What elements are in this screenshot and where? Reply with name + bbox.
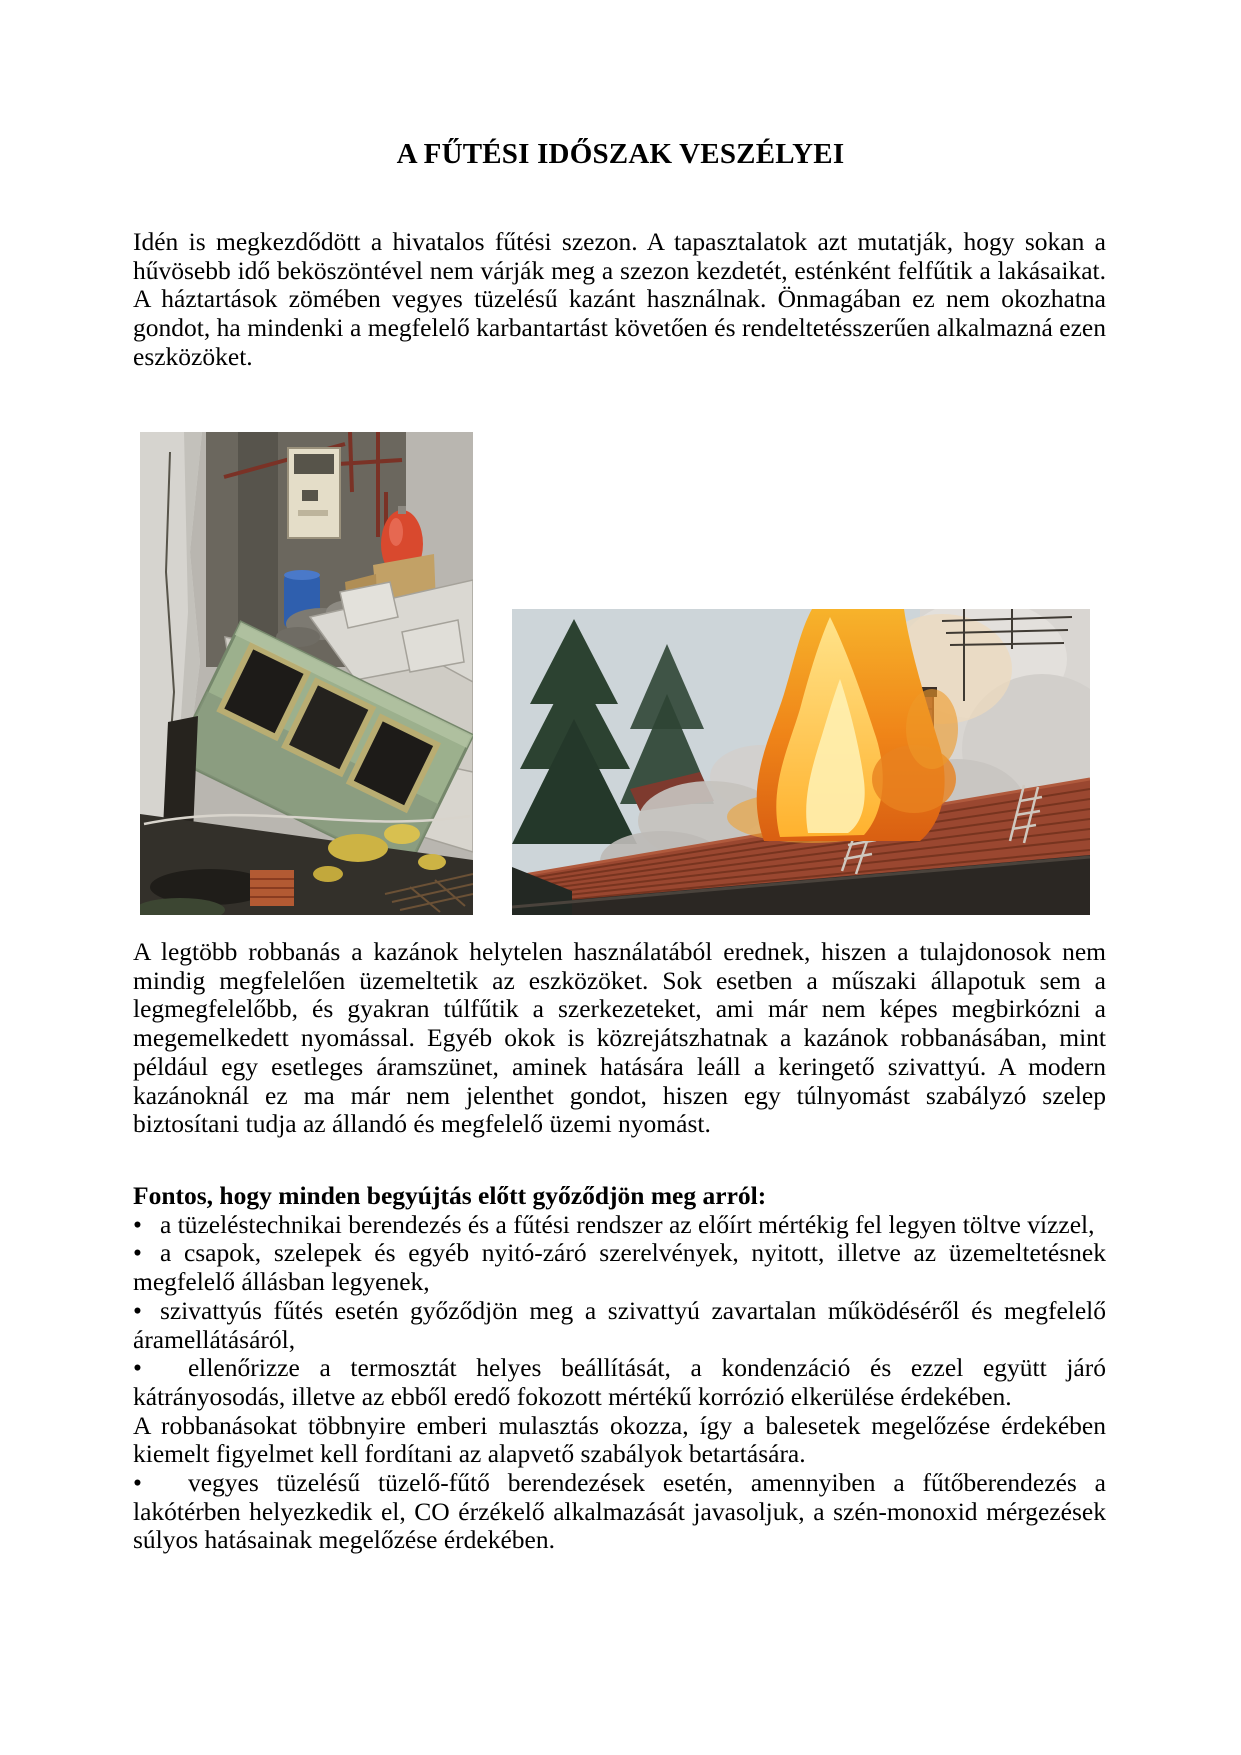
bullet-marker: • bbox=[133, 1209, 142, 1239]
bullet-text: vegyes tüzelésű tüzelő-fűtő berendezések esetén, amennyiben a fűtőberendezés a lakótérben helyezkedik el, CO érzékelő alkalmazását javasoljuk, a szén-monoxid mérgezések súlyos hatásainak megelőzése érdekében. bbox=[133, 1468, 1106, 1555]
interlude-paragraph: A robbanásokat többnyire emberi mulasztás okozza, így a balesetek megelőzése érdekében kiemelt figyelmet kell fordítani az alapvető szabályok betartására. bbox=[133, 1410, 1106, 1469]
bullet-item bbox=[133, 1239, 1106, 1296]
bullet-text: a csapok, szelepek és egyéb nyitó-záró szerelvények, nyitott, illetve az üzemeltetésnek megfelelő állásban legyenek, bbox=[133, 1238, 1106, 1297]
checklist-section bbox=[133, 1182, 1106, 1555]
boiler-explosion-photo bbox=[140, 432, 473, 915]
bullet-item bbox=[133, 1297, 1106, 1354]
analysis-paragraph: A legtöbb robbanás a kazánok helytelen használatából erednek, hiszen a tulajdonosok nem mindig megfelelően üzemeltetik az eszközöket. Sok esetben a műszaki állapotuk sem a legmegfelelőbb, és gyakran túlfűtik a szerkezeteket, ami már nem képes megbirkózni a megemelkedett nyomással. Egyéb okok is közrejátszhatnak a kazánok robbanásában, mint például egy esetleges áramszünet, aminek hatására leáll a keringető szivattyú. A modern kazánoknál ez ma már nem jelenthet gondot, hiszen egy túlnyomást szabályzó szelep biztosítani tudja az állandó és megfelelő üzemi nyomást. bbox=[133, 937, 1106, 1139]
wall-heater-unit bbox=[288, 448, 340, 538]
brick-stack bbox=[250, 870, 294, 906]
bullet-text: ellenőrizze a termosztát helyes beállítását, a kondenzáció és ezzel együtt járó kátrányosodás, illetve az ebből eredő fokozott mértékű korrózió elkerülése érdekében. bbox=[133, 1353, 1106, 1411]
page-title: A FŰTÉSI IDŐSZAK VESZÉLYEI bbox=[396, 138, 845, 170]
intro-paragraph: Idén is megkezdődött a hivatalos fűtési szezon. A tapasztalatok azt mutatják, hogy sokan a hűvösebb idő beköszöntével nem várják meg a szezon kezdetét, esténként felfűtik a lakásaikat. A háztartások zömében vegyes tüzelésű kazánt használnak. Önmagában ez nem okozhatna gondot, ha mindenki a megfelelő karbantartást követően és rendeltetésszerűen alkalmazná ezen eszközöket. bbox=[133, 227, 1106, 371]
bullet-item bbox=[133, 1211, 1106, 1240]
bullet-item bbox=[133, 1354, 1106, 1411]
bullet-marker: • bbox=[133, 1238, 142, 1268]
bullet-item bbox=[133, 1469, 1106, 1555]
bullet-text: szivattyús fűtés esetén győződjön meg a szivattyú zavartalan működéséről és megfelelő áramellátásáról, bbox=[133, 1295, 1106, 1354]
roof-fire-illustration bbox=[512, 609, 1090, 915]
boiler-explosion-illustration bbox=[140, 432, 473, 915]
roof-fire-photo bbox=[512, 609, 1090, 915]
bullet-marker: • bbox=[133, 1295, 142, 1325]
bullet-text: a tüzeléstechnikai berendezés és a fűtési rendszer az előírt mértékig fel legyen töltve vízzel, bbox=[159, 1209, 1095, 1239]
bullet-marker: • bbox=[133, 1468, 142, 1498]
checklist-heading: Fontos, hogy minden begyújtás előtt győződjön meg arról: bbox=[133, 1181, 767, 1210]
bullet-marker: • bbox=[133, 1353, 142, 1383]
